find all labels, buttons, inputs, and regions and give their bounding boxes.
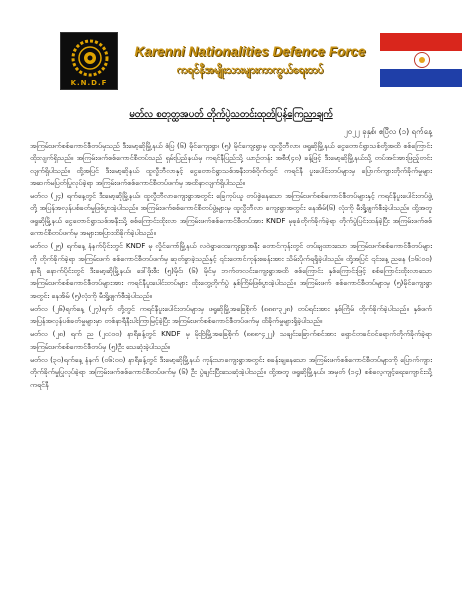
logo-text: K.N.D.F	[70, 79, 108, 87]
paragraph: မတ်လ (၃၀)ရက်နေ့ နံနက် (၀၆:၀၀) နာရီခန့်တွင် ဒီးမော့ဆိုမြို့နယ် ကုန်းသာကျေးရွာအတွင်း စခန်းချနေသော အကြမ်းဖက်စစ်ကောင်စီတပ်များကို ပြောက်ကျားတိုက်ခိုက်မှုပြုလုပ်ခဲ့ရာ အကြမ်းဖက်စစ်ကောင်စီတပ်ဖက်မှ (၆) ဦး ပွဲချင်းပြီးသေဆုံးခဲ့ပါသည်။ ထို့အတူ ဖရူဆိုမြို့နယ်၊ အမှတ် (၁၄) စစ်လေ့ကျင့်ရေးကျောင်းသို့ ကရင်နီ	[30, 355, 432, 389]
document-title: မတ်လ စတုတ္ထအပတ် တိုက်ပွဲသတင်းထုတ်ပြန်ကြေညာချက်	[129, 109, 333, 120]
document-body	[30, 140, 432, 391]
flag-stripe-red	[380, 33, 462, 51]
paragraph: မတ်လ (၂၈) ရက် ည (၂၀:၀၀) နာရီခန့်တွင် KNDF မှ မိုးဗြဲမြို့အခြေစိုက် (၈၈၈-၄၂၂) သချင်းခြောက်စင်အား ရှောင်တခင်ဝင်ရောက်တိုက်ခိုက်ခဲ့ရာ အကြမ်းဖက်စစ်ကောင်စီတပ်မှ (၅)ဦး သေဆုံးခဲ့ပါသည်။	[30, 329, 432, 351]
karenni-flag	[380, 33, 462, 87]
flag-emblem-icon	[414, 52, 430, 68]
kndf-logo	[60, 32, 118, 90]
organization-name-burmese: ကရင်နီအမျိုးသားများကာကွယ်ရေးတပ်	[176, 64, 324, 76]
paragraph: မတ်လ (၂၆)ရက်နေ့ (၂၇)ရက် တို့တွင် ကရင်နီပူးပေါင်းတပ်များမှ ဖရူဆိုမြို့အခြေစိုက် (၈၈၈-၃၂၈) တပ်ရင်းအား နှစ်ကြိမ် တိုက်ခိုက်ခဲ့ပါသည်။ နှစ်ဖက်အပြန်အလှန်ပစ်ခတ်မှုများမှာ တစ်နာရီနီးပါးကြာမြင့်ခဲ့ပြီး အကြမ်းဖက်စစ်ကောင်စီတပ်ဖက်မှ ထိခိုက်မှုများရှိခဲ့ပါသည်။	[30, 303, 432, 326]
paragraph: မတ်လ (၂၅) ရက်နေ့ နံနက်ပိုင်းတွင် KNDF မှ လှိုင်ကော်မြို့နယ် လဝဲရွာဝေးကျေးရွာအနီး တောင်ကုန်းတွင် တပ်ချထားသော အကြမ်းဖက်စစ်ကောင်စီတပ်များကို တိုက်ခိုက်ခဲ့ရာ အကြမ်းဖက် စစ်ကောင်စီတပ်ဖက်မှ ဆုတ်ခွာခဲ့သည်နှင့် ၎င်းတောင်ကုန်းစခန်းအား သိမ်းပိုက်ရရှိခဲ့ပါသည်။ ထို့အပြင် ၎င်းနေ့ ညနေ (၁၆:၀၀) နာရီ နောက်ပိုင်းတွင် ဒီးမော့ဆိုမြို့နယ်၊ ဒေါ်ဖိုးစီး (၅)မိုင်၊ (၆) မိုင်မှ ဘက်တလင်းကျေးရွာအထိ စစ်ကြောင်း နှစ်ကြောင်းဖြင့် စစ်ကြောင်းထိုးလာသော အကြမ်းဖက်စစ်ကောင်စီတပ်များအား ကရင်နီပူးပေါင်းတပ်များ ထိုးတွေ့တိုက်ပွဲ နှစ်ကြိမ်ဖြစ်ပွားခဲ့ပါသည်။ အကြမ်းဖက် စစ်ကောင်စီတပ်များမှ (၅)မိုင်ကျေးရွာအတွင်း နေအိမ် (၅)လုံးကို မီးရှို့ဖျက်စီးခဲ့ပါသည်။	[30, 241, 432, 300]
kndf-emblem-icon	[67, 37, 113, 81]
flag-stripe-blue	[380, 69, 462, 87]
paragraph: မတ်လ (၂၄) ရက်နေ့တွင် ဒီးမော့ဆိုမြို့နယ်၊ ထူလွီဘီလာကျေးရွာအတွင်း ခြေကုပ်ယူ တပ်စွဲနေသော အကြမ်းဖက်စစ်ကောင်စီတပ်များနှင့် ကရင်နီပူးပေါင်းတပ်ဖွဲ့တို့ အပြန်အလှန်ပစ်ခတ်မှုဖြစ်ပွားခဲ့ပါသည်။ အကြမ်းဖက်စစ်ကောင်စီတပ်ဖွဲ့များမှ ထူလွီဘီလာ ကျေးရွာအတွင်း နေအိမ်(၆) လုံးကို မီးရှို့ဖျက်စီးခဲ့ပါသည်။ ထို့အတူ ဖရူဆိုမြို့နယ် ငွေတောင်ရွာသစ်အနီးသို့ စစ်ကြောင်းထိုးလာ အကြမ်းဖက်စစ်ကောင်စီတပ်အား KNDF မှခုခံတိုက်ခိုက်ခဲ့ရာ တိုက်ပွဲပြင်းထန်ခဲ့ပြီး အကြမ်းဖက်စစ်ကောင်စီတပ်ဖက်မှ အများအပြားထိခိုက်ခဲ့ပါသည်။	[30, 191, 432, 238]
document-date: ၂၀၂၂ ခုနှစ်၊ ဧပြီလ (၁) ရက်နေ့	[343, 127, 432, 136]
letterhead	[30, 0, 432, 98]
paragraph: အကြမ်းဖက်စစ်ကောင်စီတပ်မှသည် ဒီးမော့ဆိုမြို့နယ် စံပြ (၆) မိုင်ကျေးရွာ၊ (၅) မိုင်ကျေးရွာမှ ထူလွီဘီလာ၊ ဖရူဆိုမြို့နယ် ငွေတောင်ရွာသစ်တို့အထိ စစ်ကြောင်းထိုးလျက်ရှိသည်။ အကြမ်းဖက်စစ်ကောင်စီတပ်သည် ရှမ်းပြည်နယ်မှ ကရင်နီပြည်သို့ ယာဉ်တန်း အစီး(၄၀) ခန့်ဖြင့် ဒီးမော့ဆိုမြို့နယ်သို့ တပ်အင်အားဖြည့်တင်းလျက်ရှိပါသည်။ ထို့အပြင် ဒီးမော့ဆိုနယ် ထူလွီဘီလာနှင့် ငွေတောင်ရွာသစ်အနီးတစ်ဝိုက်တွင် ကရင်နီ ပူးပေါင်းတပ်များမှ ပြောက်ကျားတိုက်ခိုက်မှုများ အဆက်မပြတ်ပြုလုပ်ခဲ့ရာ အကြမ်းဖက်စစ်ကောင်စီတပ်ဖက်မှ အထိနာလျက်ရှိပါသည်။	[30, 141, 432, 187]
organization-name-english: Karenni Nationalities Defence Force	[134, 44, 366, 59]
